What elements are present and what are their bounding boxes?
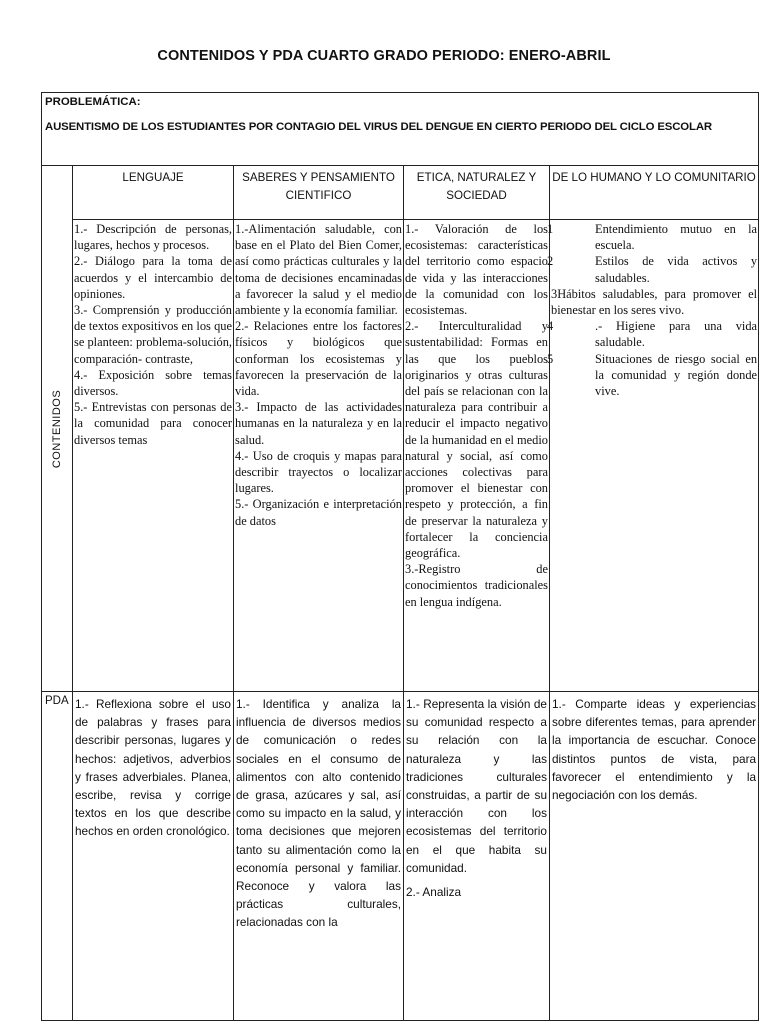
column-header-humano: DE LO HUMANO Y LO COMUNITARIO — [550, 166, 759, 220]
list-item: 1.-Alimentación saludable, con base en el Plato del Bien Comer, así como prácticas culturales y la toma de decisiones encaminadas a favorecer la salud y el medio ambiente y la economía familiar. — [235, 222, 402, 318]
list-item: 3.- Comprensión y producción de textos expositivos en los que se planteen: problema-solución, comparación- contraste, — [74, 303, 232, 366]
list-item: 5.- Organización e interpretación de datos — [235, 497, 402, 528]
list-item: 2.- Diálogo para la toma de acuerdos y el intercambio de opiniones. — [74, 254, 232, 301]
list-item: 3Hábitos saludables, para promover el bienestar en los seres vivo. — [551, 286, 758, 318]
pda-saberes — [234, 692, 404, 1021]
list-item: 1.- Comparte ideas y experiencias sobre diferentes temas, para aprender la importancia de escuchar. Conoce distintos puntos de vista, para favorecer el entendimiento y la negociación con los demás. — [552, 697, 757, 803]
list-item: 2.- Interculturalidad y sustentabilidad: Formas en las que los pueblos originarios y otras culturas del país se relacionan con la naturaleza para contribuir a reducir el impacto negativo de la humanidad en el medio natural y social, así como acciones colectivas para promover el bienestar con respeto y protección, a fin de preservar la naturaleza y fortalecer la conciencia geográfica. — [405, 319, 548, 561]
list-item: 1.- Identifica y analiza la influencia de diversos medios de comunicación o redes sociales en el consumo de alimentos con alto contenido de grasa, azúcares y sal, así como su impacto en la salud, y toma decisiones que mejoren tanto su alimentación como la economía personal y familiar. Reconoce y valora las prácticas culturales, relacionadas con la — [236, 697, 401, 930]
column-header-saberes: SABERES Y PENSAMIENTO CIENTIFICO — [234, 166, 404, 220]
contenidos-label-cell — [42, 166, 73, 692]
humano-list — [547, 221, 758, 399]
problem-cell — [42, 93, 759, 166]
list-item: 4 .- Higiene para una vida saludable. — [547, 319, 758, 350]
list-item: 2 Estilos de vida activos y saludables. — [547, 254, 758, 285]
contents-table — [41, 92, 759, 1021]
problem-label: PROBLEMÁTICA: — [45, 96, 141, 108]
page-title: CONTENIDOS Y PDA CUARTO GRADO PERIODO: ENERO-ABRIL — [157, 48, 611, 64]
column-header-lenguaje: LENGUAJE — [73, 166, 234, 220]
contenidos-humano — [547, 220, 759, 692]
list-item: 1 Entendimiento mutuo en la escuela. — [547, 222, 758, 253]
problem-text: AUSENTISMO DE LOS ESTUDIANTES POR CONTAGIO DEL VIRUS DEL DENGUE EN CIERTO PERIODO DEL CICLO ESCOLAR — [45, 121, 712, 133]
list-item: 1.- Representa la visión de su comunidad respecto a su relación con la naturaleza y las tradiciones culturales construidas, a partir de su interacción con los ecosistemas del territorio en el que habita su comunidad. — [406, 697, 547, 875]
list-item: 3.-Registro de conocimientos tradicionales en lengua indígena. — [405, 562, 548, 609]
list-item: 1.- Descripción de personas, lugares, hechos y procesos. — [74, 222, 232, 253]
contenidos-lenguaje — [73, 220, 234, 692]
list-item: 2.- Analiza — [406, 885, 462, 900]
list-item: 4.- Uso de croquis y mapas para describir trayectos o localizar lugares. — [235, 448, 402, 496]
contenidos-etica — [404, 220, 550, 692]
contenidos-label: CONTENIDOS — [51, 389, 63, 468]
list-item: 2.- Relaciones entre los factores físicos y biológicos que conforman los ecosistemas y favorecen la preservación de la vida. — [235, 319, 402, 399]
pda-lenguaje — [73, 692, 234, 1021]
contenidos-saberes — [234, 220, 404, 692]
pda-humano — [550, 692, 759, 1021]
list-item: 1.- Reflexiona sobre el uso de palabras y frases para describir personas, lugares y hechos: adjetivos, adverbios y frases adverbiales. Planea, escribe, revisa y corrige textos en los que describe hechos en orden cronológico. — [75, 697, 231, 839]
pda-row — [42, 692, 759, 1021]
list-item: 4.- Exposición sobre temas diversos. — [74, 367, 232, 399]
list-item: 3.- Impacto de las actividades humanas en la naturaleza y en la salud. — [235, 400, 402, 447]
list-item: 5 Situaciones de riesgo social en la comunidad y región donde vive. — [547, 351, 758, 399]
column-header-etica: ETICA, NATURALEZ Y SOCIEDAD — [404, 166, 550, 220]
problem-row — [42, 93, 759, 166]
list-item: 1.- Valoración de los ecosistemas: características del territorio como espacio de vida y las interacciones de la comunidad con los ecosistemas. — [405, 222, 548, 318]
pda-etica — [404, 692, 550, 1021]
list-item: 5.- Entrevistas con personas de la comunidad para conocer diversos temas — [74, 400, 232, 447]
pda-label: PDA — [42, 692, 73, 1021]
contenidos-row — [42, 220, 759, 692]
header-row — [42, 166, 759, 220]
